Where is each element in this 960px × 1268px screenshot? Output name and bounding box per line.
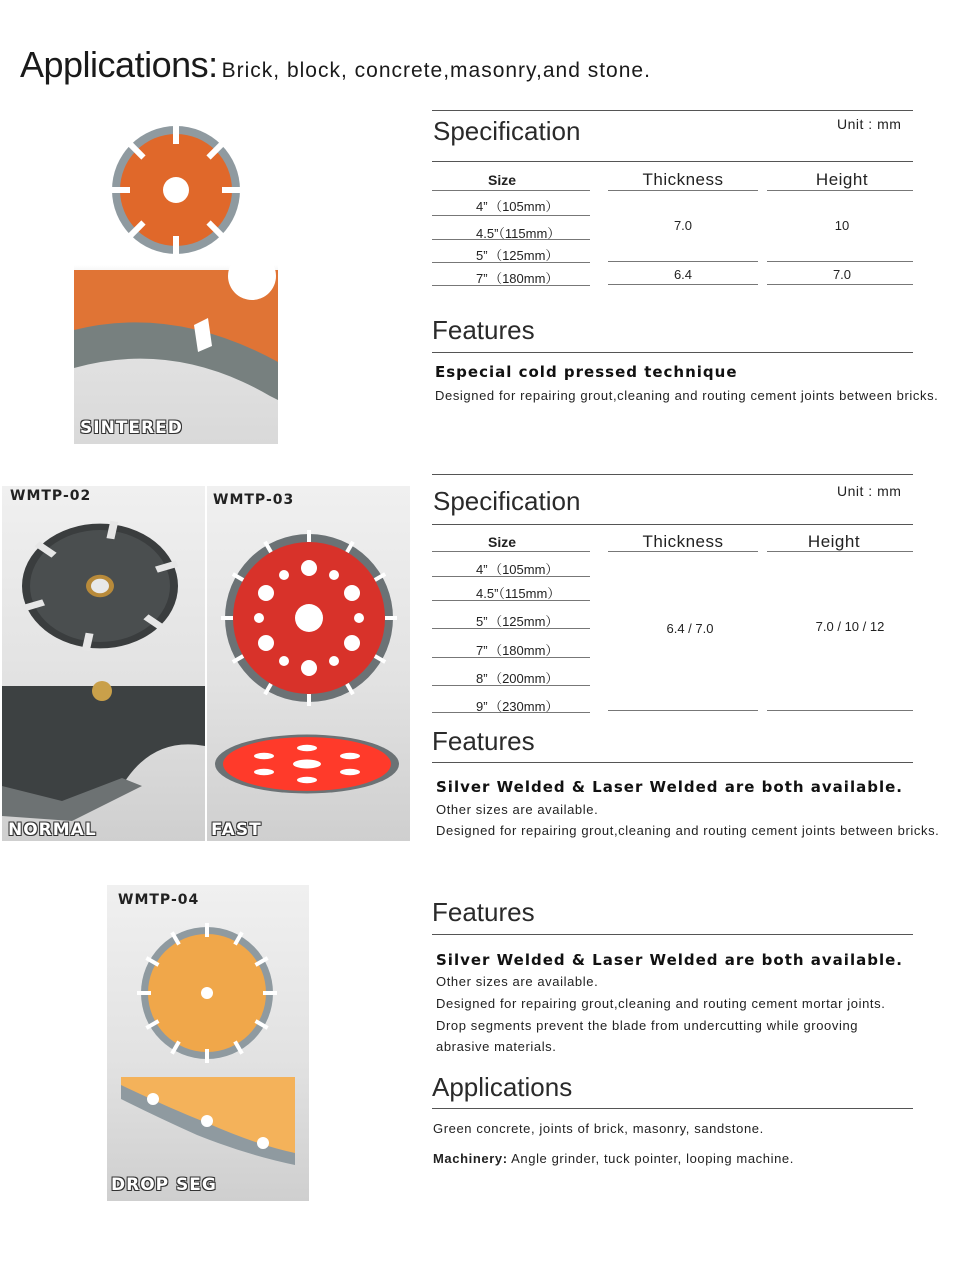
table-row: 4” （105mm）: [476, 562, 559, 577]
feature-line: abrasive materials.: [436, 1039, 557, 1054]
divider: [432, 576, 590, 577]
feature-line: Drop segments prevent the blade from undercutting while grooving: [436, 1018, 859, 1033]
applications-title: Applications: [432, 1072, 573, 1102]
page-title: [20, 44, 651, 86]
divider: [767, 710, 913, 711]
model-label-wmtp-04: WMTP-04: [118, 892, 200, 908]
table-row: 4” （105mm）: [476, 199, 559, 214]
blade-image-orange: [108, 122, 244, 258]
divider: [608, 190, 758, 191]
divider: [432, 215, 590, 216]
machinery-line: [433, 1151, 794, 1166]
table-row: 8” （200mm）: [476, 671, 559, 686]
table-row: 5” （125mm）: [476, 248, 559, 263]
blade-image-dark: [22, 521, 179, 651]
badge-normal: NORMAL: [8, 820, 97, 840]
divider: [432, 352, 913, 353]
divider: [432, 628, 590, 629]
unit-label: Unit : mm: [837, 116, 902, 132]
machinery-text: Angle grinder, tuck pointer, looping machine.: [507, 1151, 794, 1166]
table-row: 4.5”（115mm）: [476, 586, 561, 601]
divider: [432, 110, 913, 111]
divider: [608, 284, 758, 285]
blade-closeup-orange: [74, 252, 278, 400]
feature-line: Designed for repairing grout,cleaning and routing cement joints between bricks.: [436, 823, 940, 838]
height-value: 7.0 / 10 / 12: [815, 619, 885, 634]
divider: [432, 762, 913, 763]
divider: [608, 261, 758, 262]
page-title-materials: Brick, block, concrete,masonry,and stone.: [221, 59, 651, 82]
blade-image-red: [221, 530, 397, 706]
spec-title: Specification: [433, 486, 581, 516]
features-title: Features: [432, 897, 535, 927]
divider: [767, 261, 913, 262]
column-header-thickness: Thickness: [642, 532, 724, 551]
blade-closeup-dark: [2, 681, 205, 821]
badge-sintered: SINTERED: [80, 418, 183, 438]
product-photo-wmtp-01: [74, 100, 278, 444]
height-value: 10: [834, 218, 850, 233]
column-header-thickness: Thickness: [642, 170, 724, 189]
thickness-value: 6.4: [673, 267, 693, 282]
feature-line: Designed for repairing grout,cleaning and routing cement mortar joints.: [436, 996, 886, 1011]
thickness-value: 6.4 / 7.0: [666, 621, 714, 636]
column-header-size: Size: [488, 534, 517, 550]
feature-line: Designed for repairing grout,cleaning and routing cement joints between bricks.: [435, 388, 939, 403]
divider: [432, 551, 590, 552]
divider: [432, 474, 913, 475]
column-header-height: Height: [807, 532, 861, 551]
divider: [767, 190, 913, 191]
unit-label: Unit : mm: [837, 483, 902, 499]
divider: [608, 710, 758, 711]
table-row: 5” （125mm）: [476, 614, 559, 629]
divider: [432, 524, 913, 525]
divider: [432, 262, 590, 263]
model-label-wmtp-03: WMTP-03: [213, 492, 295, 508]
column-header-size: Size: [488, 172, 517, 188]
height-value: 7.0: [832, 267, 852, 282]
product-photo-wmtp-02: [2, 486, 205, 841]
table-row: 4.5”（115mm）: [476, 226, 561, 241]
features-title: Features: [432, 315, 535, 345]
feature-line: Other sizes are available.: [436, 974, 599, 989]
feature-headline: Especial cold pressed technique: [435, 363, 738, 381]
divider: [432, 685, 590, 686]
table-row: 7” （180mm）: [476, 271, 559, 286]
product-photo-wmtp-03: [207, 486, 410, 841]
divider: [432, 161, 913, 162]
model-label-wmtp-02: WMTP-02: [10, 488, 92, 504]
divider: [432, 600, 590, 601]
table-row: 9” （230mm）: [476, 699, 559, 714]
divider: [608, 551, 758, 552]
badge-fast: FAST: [211, 820, 262, 840]
divider: [432, 190, 590, 191]
feature-line: Other sizes are available.: [436, 802, 599, 817]
divider: [767, 551, 913, 552]
spec-title: Specification: [433, 116, 581, 146]
applications-text: Green concrete, joints of brick, masonry, sandstone.: [433, 1121, 764, 1136]
divider: [432, 1108, 913, 1109]
blade-closeup-red: [215, 735, 399, 794]
table-row: 7” （180mm）: [476, 643, 559, 658]
divider: [432, 657, 590, 658]
divider: [432, 239, 590, 240]
page-title-main: Applications:: [20, 44, 218, 85]
feature-headline: Silver Welded & Laser Welded are both available.: [436, 778, 903, 796]
divider: [432, 285, 590, 286]
machinery-label: Machinery:: [433, 1151, 508, 1166]
thickness-value: 7.0: [673, 218, 693, 233]
feature-headline: Silver Welded & Laser Welded are both available.: [436, 951, 903, 969]
divider: [767, 284, 913, 285]
divider: [432, 712, 590, 713]
column-header-height: Height: [815, 170, 869, 189]
blade-image-yellow: [137, 923, 277, 1063]
blade-closeup-yellow: [121, 1077, 295, 1165]
product-photo-wmtp-04: [107, 885, 309, 1201]
divider: [432, 934, 913, 935]
features-title: Features: [432, 726, 535, 756]
badge-drop-seg: DROP SEG: [111, 1175, 217, 1195]
